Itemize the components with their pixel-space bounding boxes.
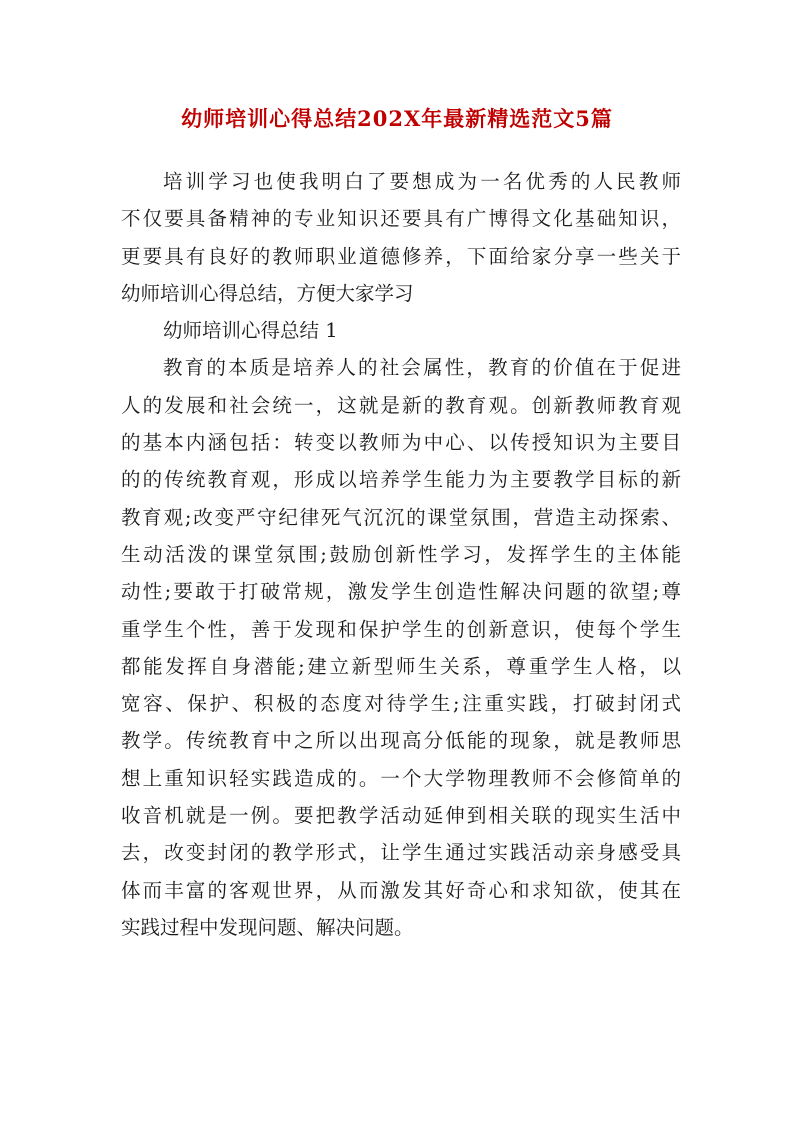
- section-line: 都能发挥自身潜能;建立新型师生关系，尊重学生人格，以: [121, 654, 681, 678]
- section-line: 收音机就是一例。要把教学活动延伸到相关联的现实生活中: [121, 804, 681, 828]
- intro-line: 更要具有良好的教师职业道德修养，下面给家分享一些关于: [121, 244, 681, 268]
- section-line: 想上重知识轻实践造成的。一个大学物理教师不会修简单的: [121, 766, 681, 790]
- section-line: 生动活泼的课堂氛围;鼓励创新性学习，发挥学生的主体能: [121, 542, 681, 566]
- section-heading: 幼师培训心得总结 1: [163, 319, 338, 343]
- section-line: 教学。传统教育中之所以出现高分低能的现象，就是教师思: [121, 729, 681, 753]
- intro-line: 不仅要具备精神的专业知识还要具有广博得文化基础知识，: [121, 207, 681, 231]
- document-title: 幼师培训心得总结202X年最新精选范文5篇: [181, 106, 613, 131]
- section-line: 的基本内涵包括：转变以教师为中心、以传授知识为主要目: [121, 431, 681, 455]
- intro-line: 培训学习也使我明白了要想成为一名优秀的人民教师: [163, 170, 681, 193]
- section-line: 去，改变封闭的教学形式，让学生通过实践活动亲身感受具: [121, 841, 681, 865]
- section-line: 宽容、保护、积极的态度对待学生;注重实践，打破封闭式: [121, 692, 681, 716]
- section-line: 重学生个性，善于发现和保护学生的创新意识，使每个学生: [121, 617, 681, 641]
- section-line: 实践过程中发现问题、解决问题。: [121, 915, 414, 939]
- section-line: 教育的本质是培养人的社会属性，教育的价值在于促进: [163, 356, 681, 380]
- section-line: 动性;要敢于打破常规，激发学生创造性解决问题的欲望;尊: [121, 580, 681, 604]
- section-line: 人的发展和社会统一，这就是新的教育观。创新教师教育观: [121, 393, 681, 417]
- section-line: 教育观;改变严守纪律死气沉沉的课堂氛围，营造主动探索、: [121, 505, 681, 529]
- section-line: 体而丰富的客观世界，从而激发其好奇心和求知欲，使其在: [121, 878, 681, 902]
- intro-line: 幼师培训心得总结，方便大家学习: [121, 281, 414, 305]
- section-line: 的的传统教育观，形成以培养学生能力为主要教学目标的新: [121, 468, 681, 492]
- document-body: [121, 163, 681, 946]
